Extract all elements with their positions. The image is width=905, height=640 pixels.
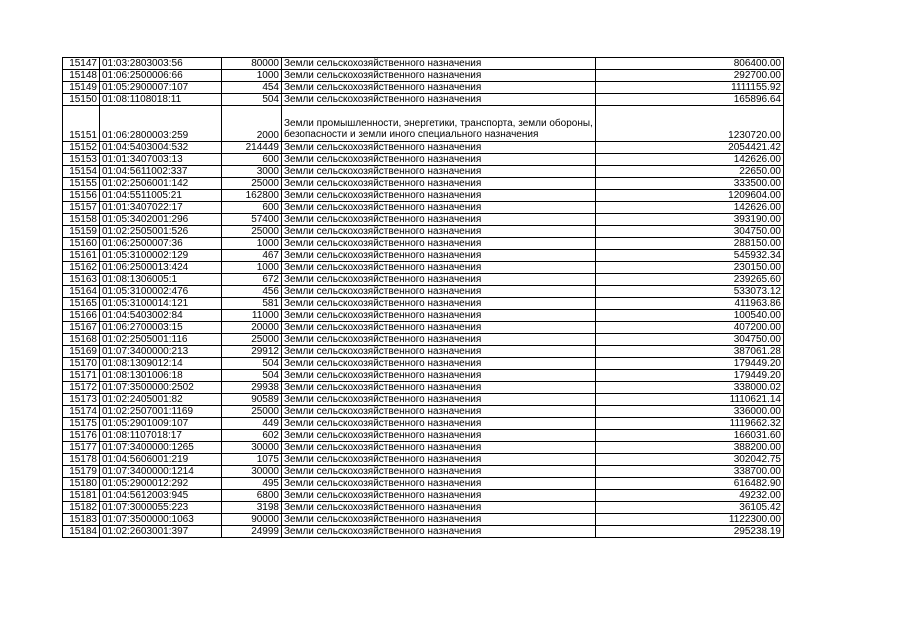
table-row	[63, 442, 784, 454]
table-row	[63, 310, 784, 322]
cadastral-value-cell: 333500.00	[596, 178, 784, 190]
cadastral-number-cell: 01:07:3400000:1265	[100, 442, 222, 454]
row-number-cell: 15154	[63, 166, 100, 178]
row-number-cell: 15162	[63, 262, 100, 274]
cadastral-number-cell: 01:05:3100014:121	[100, 298, 222, 310]
cadastral-number-cell: 01:02:2405001:82	[100, 394, 222, 406]
land-category-cell: Земли сельскохозяйственного назначения	[282, 250, 596, 262]
cadastral-value-cell: 295238.19	[596, 526, 784, 538]
land-category-cell: Земли промышленности, энергетики, транспорта, земли обороны, безопасности и земли иного специального назначения	[282, 106, 596, 142]
cadastral-value-cell: 1119662.32	[596, 418, 784, 430]
area-cell: 600	[222, 154, 282, 166]
area-cell: 29912	[222, 346, 282, 358]
table-row	[63, 178, 784, 190]
cadastral-number-cell: 01:06:2700003:15	[100, 322, 222, 334]
area-cell: 29938	[222, 382, 282, 394]
row-number-cell: 15182	[63, 502, 100, 514]
row-number-cell: 15160	[63, 238, 100, 250]
cadastral-value-cell: 36105.42	[596, 502, 784, 514]
area-cell: 30000	[222, 442, 282, 454]
table-row	[63, 286, 784, 298]
row-number-cell: 15148	[63, 70, 100, 82]
land-category-cell: Земли сельскохозяйственного назначения	[282, 382, 596, 394]
cadastral-value-cell: 407200.00	[596, 322, 784, 334]
cadastral-value-cell: 1230720.00	[596, 106, 784, 142]
table-row	[63, 418, 784, 430]
table-row	[63, 274, 784, 286]
land-category-cell: Земли сельскохозяйственного назначения	[282, 478, 596, 490]
area-cell: 11000	[222, 310, 282, 322]
row-number-cell: 15176	[63, 430, 100, 442]
cadastral-number-cell: 01:05:3402001:296	[100, 214, 222, 226]
row-number-cell: 15147	[63, 58, 100, 70]
table-row	[63, 406, 784, 418]
table-row	[63, 226, 784, 238]
area-cell: 6800	[222, 490, 282, 502]
row-number-cell: 15153	[63, 154, 100, 166]
row-number-cell: 15157	[63, 202, 100, 214]
table-row	[63, 430, 784, 442]
table-row	[63, 82, 784, 94]
land-category-cell: Земли сельскохозяйственного назначения	[282, 442, 596, 454]
cadastral-value-cell: 393190.00	[596, 214, 784, 226]
land-category-cell: Земли сельскохозяйственного назначения	[282, 214, 596, 226]
cadastral-value-cell: 388200.00	[596, 442, 784, 454]
cadastral-number-cell: 01:02:2506001:142	[100, 178, 222, 190]
row-number-cell: 15184	[63, 526, 100, 538]
cadastral-number-cell: 01:02:2507001:1169	[100, 406, 222, 418]
table-row	[63, 346, 784, 358]
table-row	[63, 382, 784, 394]
area-cell: 504	[222, 94, 282, 106]
table-row	[63, 358, 784, 370]
table-body	[63, 58, 784, 538]
cadastral-number-cell: 01:04:5403004:532	[100, 142, 222, 154]
land-category-cell: Земли сельскохозяйственного назначения	[282, 82, 596, 94]
land-category-cell: Земли сельскохозяйственного назначения	[282, 334, 596, 346]
land-category-cell: Земли сельскохозяйственного назначения	[282, 262, 596, 274]
cadastral-number-cell: 01:05:2901009:107	[100, 418, 222, 430]
area-cell: 25000	[222, 178, 282, 190]
area-cell: 57400	[222, 214, 282, 226]
cadastral-value-cell: 179449.20	[596, 358, 784, 370]
row-number-cell: 15149	[63, 82, 100, 94]
cadastral-number-cell: 01:02:2603001:397	[100, 526, 222, 538]
cadastral-number-cell: 01:06:2500007:36	[100, 238, 222, 250]
table-row	[63, 394, 784, 406]
land-category-cell: Земли сельскохозяйственного назначения	[282, 346, 596, 358]
cadastral-number-cell: 01:06:2500013:424	[100, 262, 222, 274]
area-cell: 1000	[222, 238, 282, 250]
cadastral-number-cell: 01:04:5611002:337	[100, 166, 222, 178]
area-cell: 25000	[222, 406, 282, 418]
land-category-cell: Земли сельскохозяйственного назначения	[282, 154, 596, 166]
cadastral-number-cell: 01:08:1309012:14	[100, 358, 222, 370]
row-number-cell: 15172	[63, 382, 100, 394]
table-row	[63, 466, 784, 478]
cadastral-value-cell: 545932.34	[596, 250, 784, 262]
table-row	[63, 94, 784, 106]
area-cell: 80000	[222, 58, 282, 70]
land-plots-table	[62, 57, 784, 538]
land-category-cell: Земли сельскохозяйственного назначения	[282, 202, 596, 214]
cadastral-number-cell: 01:08:1306005:1	[100, 274, 222, 286]
cadastral-value-cell: 22650.00	[596, 166, 784, 178]
row-number-cell: 15180	[63, 478, 100, 490]
table-row	[63, 490, 784, 502]
row-number-cell: 15177	[63, 442, 100, 454]
row-number-cell: 15168	[63, 334, 100, 346]
area-cell: 504	[222, 358, 282, 370]
cadastral-number-cell: 01:06:2500006:66	[100, 70, 222, 82]
land-category-cell: Земли сельскохозяйственного назначения	[282, 190, 596, 202]
row-number-cell: 15158	[63, 214, 100, 226]
table-row	[63, 334, 784, 346]
cadastral-value-cell: 166031.60	[596, 430, 784, 442]
land-category-cell: Земли сельскохозяйственного назначения	[282, 274, 596, 286]
table-row	[63, 322, 784, 334]
cadastral-value-cell: 288150.00	[596, 238, 784, 250]
row-number-cell: 15175	[63, 418, 100, 430]
row-number-cell: 15181	[63, 490, 100, 502]
land-category-cell: Земли сельскохозяйственного назначения	[282, 142, 596, 154]
table-row	[63, 250, 784, 262]
cadastral-number-cell: 01:05:2900007:107	[100, 82, 222, 94]
cadastral-value-cell: 302042.75	[596, 454, 784, 466]
row-number-cell: 15171	[63, 370, 100, 382]
land-category-cell: Земли сельскохозяйственного назначения	[282, 58, 596, 70]
row-number-cell: 15163	[63, 274, 100, 286]
row-number-cell: 15174	[63, 406, 100, 418]
land-category-cell: Земли сельскохозяйственного назначения	[282, 406, 596, 418]
area-cell: 3000	[222, 166, 282, 178]
area-cell: 467	[222, 250, 282, 262]
area-cell: 495	[222, 478, 282, 490]
cadastral-value-cell: 1209604.00	[596, 190, 784, 202]
cadastral-number-cell: 01:04:5403002:84	[100, 310, 222, 322]
land-category-cell: Земли сельскохозяйственного назначения	[282, 310, 596, 322]
area-cell: 672	[222, 274, 282, 286]
land-category-cell: Земли сельскохозяйственного назначения	[282, 502, 596, 514]
cadastral-number-cell: 01:07:3500000:1063	[100, 514, 222, 526]
cadastral-number-cell: 01:02:2505001:526	[100, 226, 222, 238]
row-number-cell: 15173	[63, 394, 100, 406]
cadastral-value-cell: 1122300.00	[596, 514, 784, 526]
cadastral-number-cell: 01:01:3407003:13	[100, 154, 222, 166]
cadastral-value-cell: 616482.90	[596, 478, 784, 490]
cadastral-value-cell: 142626.00	[596, 154, 784, 166]
row-number-cell: 15179	[63, 466, 100, 478]
table-row	[63, 70, 784, 82]
cadastral-value-cell: 304750.00	[596, 226, 784, 238]
land-category-cell: Земли сельскохозяйственного назначения	[282, 178, 596, 190]
area-cell: 456	[222, 286, 282, 298]
cadastral-number-cell: 01:07:3400000:1214	[100, 466, 222, 478]
table-row	[63, 370, 784, 382]
cadastral-value-cell: 165896.64	[596, 94, 784, 106]
cadastral-number-cell: 01:06:2800003:259	[100, 106, 222, 142]
row-number-cell: 15159	[63, 226, 100, 238]
cadastral-value-cell: 230150.00	[596, 262, 784, 274]
area-cell: 1000	[222, 262, 282, 274]
cadastral-value-cell: 1110621.14	[596, 394, 784, 406]
area-cell: 581	[222, 298, 282, 310]
cadastral-value-cell: 292700.00	[596, 70, 784, 82]
land-category-cell: Земли сельскохозяйственного назначения	[282, 322, 596, 334]
land-category-cell: Земли сельскохозяйственного назначения	[282, 394, 596, 406]
table-row	[63, 142, 784, 154]
area-cell: 454	[222, 82, 282, 94]
table-row	[63, 502, 784, 514]
row-number-cell: 15183	[63, 514, 100, 526]
area-cell: 600	[222, 202, 282, 214]
area-cell: 602	[222, 430, 282, 442]
row-number-cell: 15164	[63, 286, 100, 298]
table-row	[63, 202, 784, 214]
cadastral-number-cell: 01:04:5511005:21	[100, 190, 222, 202]
cadastral-value-cell: 806400.00	[596, 58, 784, 70]
area-cell: 90000	[222, 514, 282, 526]
land-category-cell: Земли сельскохозяйственного назначения	[282, 358, 596, 370]
area-cell: 504	[222, 370, 282, 382]
row-number-cell: 15152	[63, 142, 100, 154]
land-category-cell: Земли сельскохозяйственного назначения	[282, 418, 596, 430]
land-category-cell: Земли сельскохозяйственного назначения	[282, 70, 596, 82]
cadastral-number-cell: 01:07:3000055:223	[100, 502, 222, 514]
land-category-cell: Земли сельскохозяйственного назначения	[282, 238, 596, 250]
land-category-cell: Земли сельскохозяйственного назначения	[282, 370, 596, 382]
cadastral-number-cell: 01:08:1108018:11	[100, 94, 222, 106]
cadastral-value-cell: 1111155.92	[596, 82, 784, 94]
cadastral-value-cell: 100540.00	[596, 310, 784, 322]
cadastral-number-cell: 01:08:1301006:18	[100, 370, 222, 382]
cadastral-number-cell: 01:05:3100002:129	[100, 250, 222, 262]
table-row	[63, 154, 784, 166]
table-row	[63, 214, 784, 226]
cadastral-number-cell: 01:02:2505001:116	[100, 334, 222, 346]
cadastral-value-cell: 338700.00	[596, 466, 784, 478]
cadastral-value-cell: 336000.00	[596, 406, 784, 418]
cadastral-number-cell: 01:04:5606001:219	[100, 454, 222, 466]
cadastral-number-cell: 01:04:5612003:945	[100, 490, 222, 502]
land-category-cell: Земли сельскохозяйственного назначения	[282, 430, 596, 442]
cadastral-value-cell: 179449.20	[596, 370, 784, 382]
cadastral-value-cell: 533073.12	[596, 286, 784, 298]
land-category-cell: Земли сельскохозяйственного назначения	[282, 514, 596, 526]
land-category-cell: Земли сельскохозяйственного назначения	[282, 454, 596, 466]
land-category-cell: Земли сельскохозяйственного назначения	[282, 526, 596, 538]
table-row	[63, 514, 784, 526]
area-cell: 162800	[222, 190, 282, 202]
cadastral-number-cell: 01:07:3500000:2502	[100, 382, 222, 394]
row-number-cell: 15167	[63, 322, 100, 334]
table-row	[63, 298, 784, 310]
cadastral-value-cell: 304750.00	[596, 334, 784, 346]
land-category-cell: Земли сельскохозяйственного назначения	[282, 94, 596, 106]
row-number-cell: 15166	[63, 310, 100, 322]
cadastral-value-cell: 142626.00	[596, 202, 784, 214]
land-category-cell: Земли сельскохозяйственного назначения	[282, 490, 596, 502]
cadastral-number-cell: 01:07:3400000:213	[100, 346, 222, 358]
table-row	[63, 478, 784, 490]
cadastral-value-cell: 387061.28	[596, 346, 784, 358]
row-number-cell: 15170	[63, 358, 100, 370]
area-cell: 1075	[222, 454, 282, 466]
cadastral-value-cell: 411963.86	[596, 298, 784, 310]
area-cell: 25000	[222, 334, 282, 346]
area-cell: 30000	[222, 466, 282, 478]
table-row	[63, 238, 784, 250]
table-row	[63, 526, 784, 538]
table-row	[63, 190, 784, 202]
land-category-cell: Земли сельскохозяйственного назначения	[282, 166, 596, 178]
row-number-cell: 15165	[63, 298, 100, 310]
cadastral-value-cell: 338000.02	[596, 382, 784, 394]
row-number-cell: 15151	[63, 106, 100, 142]
row-number-cell: 15156	[63, 190, 100, 202]
area-cell: 24999	[222, 526, 282, 538]
area-cell: 449	[222, 418, 282, 430]
area-cell: 20000	[222, 322, 282, 334]
area-cell: 214449	[222, 142, 282, 154]
table-row	[63, 166, 784, 178]
row-number-cell: 15150	[63, 94, 100, 106]
table-row	[63, 106, 784, 142]
land-category-cell: Земли сельскохозяйственного назначения	[282, 298, 596, 310]
land-category-cell: Земли сельскохозяйственного назначения	[282, 226, 596, 238]
cadastral-number-cell: 01:08:1107018:17	[100, 430, 222, 442]
area-cell: 3198	[222, 502, 282, 514]
area-cell: 90589	[222, 394, 282, 406]
table-row	[63, 58, 784, 70]
table-row	[63, 454, 784, 466]
row-number-cell: 15161	[63, 250, 100, 262]
area-cell: 1000	[222, 70, 282, 82]
row-number-cell: 15169	[63, 346, 100, 358]
land-category-cell: Земли сельскохозяйственного назначения	[282, 466, 596, 478]
cadastral-value-cell: 2054421.42	[596, 142, 784, 154]
table-row	[63, 262, 784, 274]
cadastral-number-cell: 01:03:2803003:56	[100, 58, 222, 70]
cadastral-number-cell: 01:05:3100002:476	[100, 286, 222, 298]
land-category-cell: Земли сельскохозяйственного назначения	[282, 286, 596, 298]
row-number-cell: 15155	[63, 178, 100, 190]
cadastral-number-cell: 01:01:3407022:17	[100, 202, 222, 214]
cadastral-number-cell: 01:05:2900012:292	[100, 478, 222, 490]
area-cell: 25000	[222, 226, 282, 238]
cadastral-value-cell: 239265.60	[596, 274, 784, 286]
row-number-cell: 15178	[63, 454, 100, 466]
cadastral-value-cell: 49232.00	[596, 490, 784, 502]
area-cell: 2000	[222, 106, 282, 142]
